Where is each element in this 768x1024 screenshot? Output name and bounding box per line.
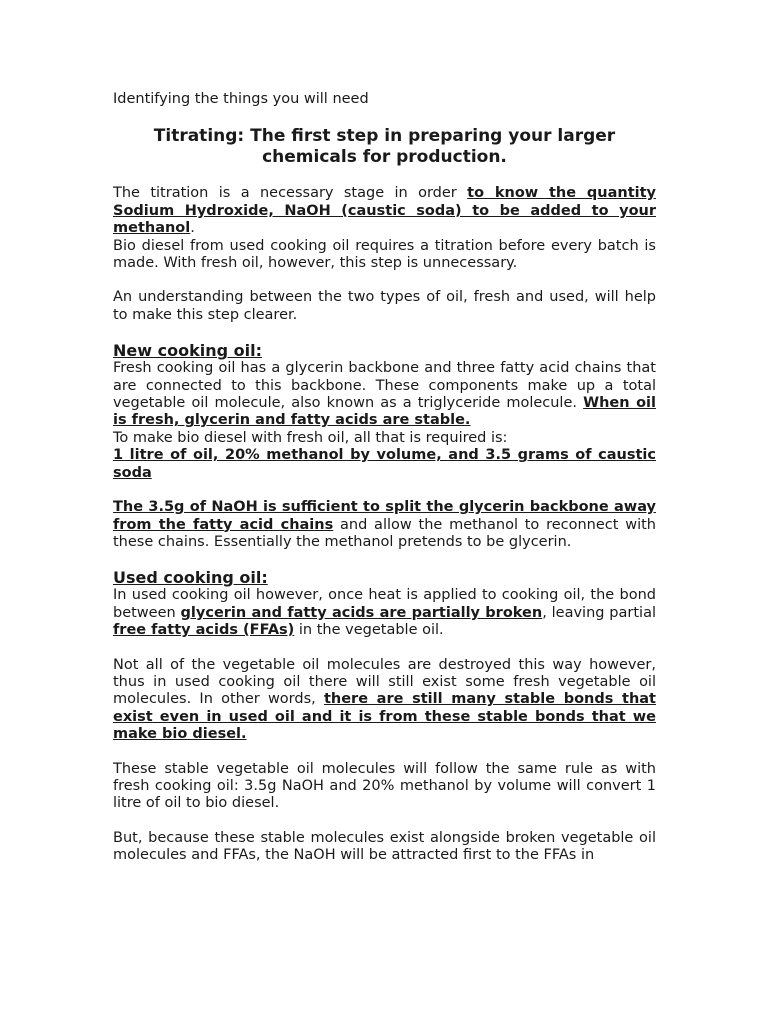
paragraph-text: Fresh cooking oil has a glycerin backbone and three fatty acid chains that are connected to this backbone. These components make up a total vegetable oil molecule, also known as a triglyceride molecule. [113,360,656,412]
paragraph-understanding: An understanding between the two types of oil, fresh and used, will help to make this step clearer. [113,289,656,323]
emphasis-text: there are still many stable bonds that exist even in used oil and it is from these stable bonds that we make bio diesel. [113,691,656,743]
paragraph-text: The titration is a necessary stage in order [113,185,468,202]
paragraph-text: Not all of the vegetable oil molecules are destroyed this way however, thus in used cooking oil there will still exist some fresh vegetable oil molecules. In other words, [113,656,656,708]
paragraph-text: . [190,220,195,237]
paragraph-text: In used cooking oil however, once heat is applied to cooking oil, the bond between [113,587,656,621]
paragraph-bio-diesel: Bio diesel from used cooking oil requires a titration before every batch is made. With fresh oil, however, this step is unnecessary. [113,237,656,272]
emphasis-text: When oil is fresh, glycerin and fatty acids are stable. [113,395,656,429]
paragraph-requirements: 1 litre of oil, 20% methanol by volume, and 3.5 grams of caustic soda [113,447,656,481]
paragraph-not-all [113,657,656,744]
document-page [113,91,656,865]
emphasis-text: The 3.5g of NaOH is sufficient to split the glycerin backbone away from the fatty acid chains [113,499,656,533]
page-title: Titrating: The first step in preparing your larger chemicals for production. [153,126,616,168]
emphasis-text: free fatty acids (FFAs) [113,622,295,639]
paragraph-fresh-oil [113,360,656,430]
paragraph-stable-molecules: These stable vegetable oil molecules will follow the same rule as with fresh cooking oil: 3.5g NaOH and 20% methanol by volume will convert 1 litre of oil to bio diesel. [113,760,656,812]
paragraph-titration [113,185,656,237]
paragraph-text: in the vegetable oil. [294,622,444,639]
heading-used-cooking-oil: Used cooking oil: [113,568,268,588]
paragraph-text: and allow the methanol to reconnect with these chains. Essentially the methanol pretends to be glycerin. [113,516,656,550]
paragraph-but: But, because these stable molecules exist alongside broken vegetable oil molecules and FFAs, the NaOH will be attracted first to the FFAs in [113,829,656,864]
paragraph-used-oil [113,587,656,639]
intro-line: Identifying the things you will need [113,91,369,107]
paragraph-text: , leaving partial [542,604,656,621]
heading-new-cooking-oil: New cooking oil: [113,341,262,361]
emphasis-text: to know the quantity Sodium Hydroxide, NaOH (caustic soda) to be added to your methanol [113,185,657,237]
emphasis-text: glycerin and fatty acids are partially broken [180,604,543,621]
paragraph-requirements-intro: To make bio diesel with fresh oil, all that is required is: [113,429,508,446]
paragraph-naoh [113,499,656,551]
